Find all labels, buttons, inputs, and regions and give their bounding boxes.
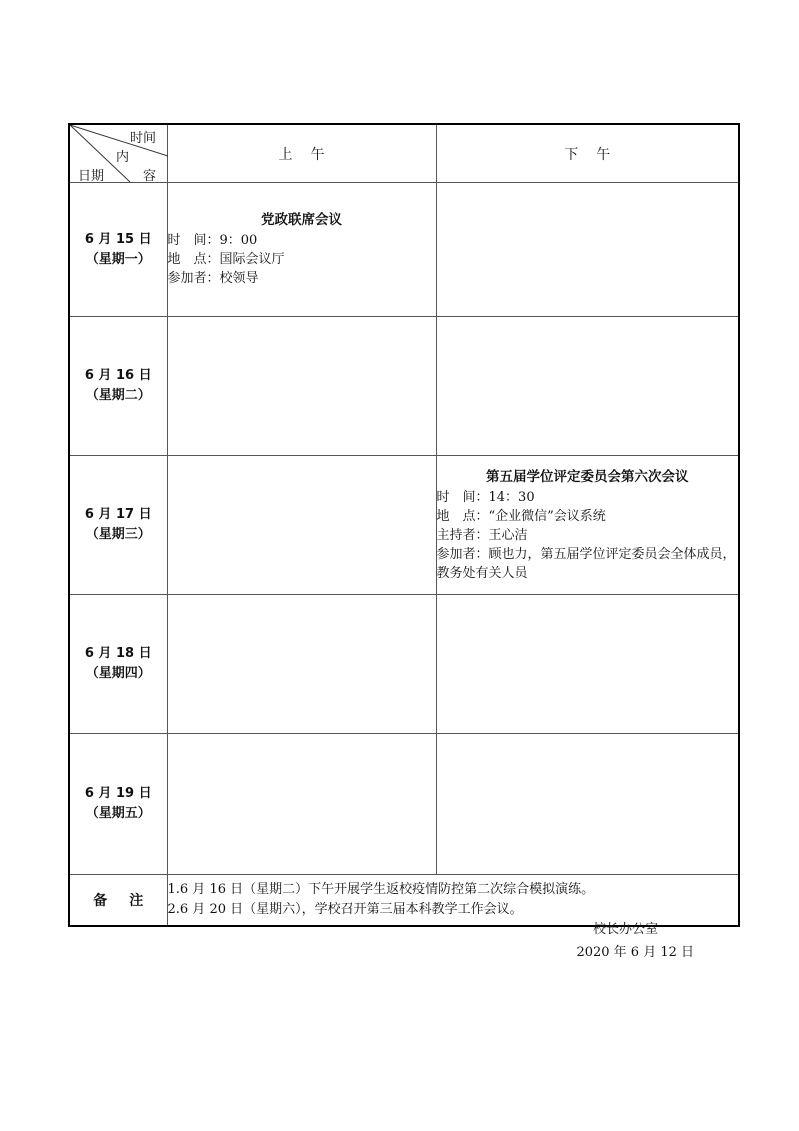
- afternoon-cell: [436, 595, 739, 734]
- notes-label: 备注: [69, 875, 167, 927]
- weekday-text: （星期四）: [85, 666, 151, 681]
- afternoon-header: 下午: [436, 124, 739, 183]
- morning-cell: [167, 734, 436, 875]
- event-location: 地 点：国际会议厅: [167, 252, 285, 267]
- note-item: 2.6 月 20 日（星期六），学校召开第三届本科教学工作会议。: [167, 902, 523, 917]
- morning-cell: [167, 317, 436, 456]
- date-text: 6 月 17 日: [84, 507, 152, 522]
- weekday-text: （星期五）: [85, 806, 151, 821]
- date-cell: [69, 456, 167, 595]
- event-attendees: 参加者：校领导: [167, 271, 259, 286]
- event-time: 时 间：9：00: [167, 233, 258, 248]
- issuing-office: 校长办公室: [592, 922, 658, 937]
- event-title: 第五届学位评定委员会第六次会议: [486, 468, 689, 485]
- event-title: 党政联席会议: [261, 212, 342, 228]
- date-cell: [69, 183, 167, 317]
- header-time-label: 时间: [129, 131, 156, 146]
- date-cell: [69, 734, 167, 875]
- afternoon-cell: [436, 317, 739, 456]
- header-row: [69, 124, 739, 183]
- event-time: 时 间：14：30: [436, 489, 535, 505]
- day-row: [69, 595, 739, 734]
- day-row: [69, 317, 739, 456]
- morning-header: 上午: [167, 124, 436, 183]
- morning-cell: [167, 456, 436, 595]
- day-row: [69, 456, 739, 595]
- header-rong-label: 容: [142, 169, 156, 182]
- date-text: 6 月 18 日: [84, 646, 152, 661]
- day-row: [69, 183, 739, 317]
- weekday-text: （星期三）: [85, 527, 151, 542]
- weekly-schedule-table: [68, 123, 740, 927]
- morning-cell: [167, 595, 436, 734]
- weekday-text: （星期二）: [85, 388, 151, 403]
- event-attendees: 参加者：顾也力，第五届学位评定委员会全体成员，教务处有关人员: [436, 546, 736, 581]
- issue-date: 2020 年 6 月 12 日: [576, 945, 694, 960]
- afternoon-cell: [436, 734, 739, 875]
- header-content-label: 内: [116, 150, 130, 165]
- header-date-label: 日期: [78, 169, 105, 182]
- date-text: 6 月 15 日: [84, 231, 152, 247]
- date-text: 6 月 16 日: [84, 368, 152, 383]
- morning-cell: [167, 183, 436, 317]
- signature-block: [576, 918, 694, 964]
- note-item: 1.6 月 16 日（星期二）下午开展学生返校疫情防控第二次综合模拟演练。: [167, 882, 595, 897]
- diagonal-header-cell: [69, 124, 167, 183]
- weekday-text: （星期一）: [85, 251, 151, 267]
- event-host: 主持者：王心洁: [436, 527, 528, 543]
- date-cell: [69, 317, 167, 456]
- date-cell: [69, 595, 167, 734]
- afternoon-cell: [436, 456, 739, 595]
- date-text: 6 月 19 日: [84, 786, 152, 801]
- day-row: [69, 734, 739, 875]
- afternoon-cell: [436, 183, 739, 317]
- event-location: 地 点：“企业微信”会议系统: [436, 508, 606, 524]
